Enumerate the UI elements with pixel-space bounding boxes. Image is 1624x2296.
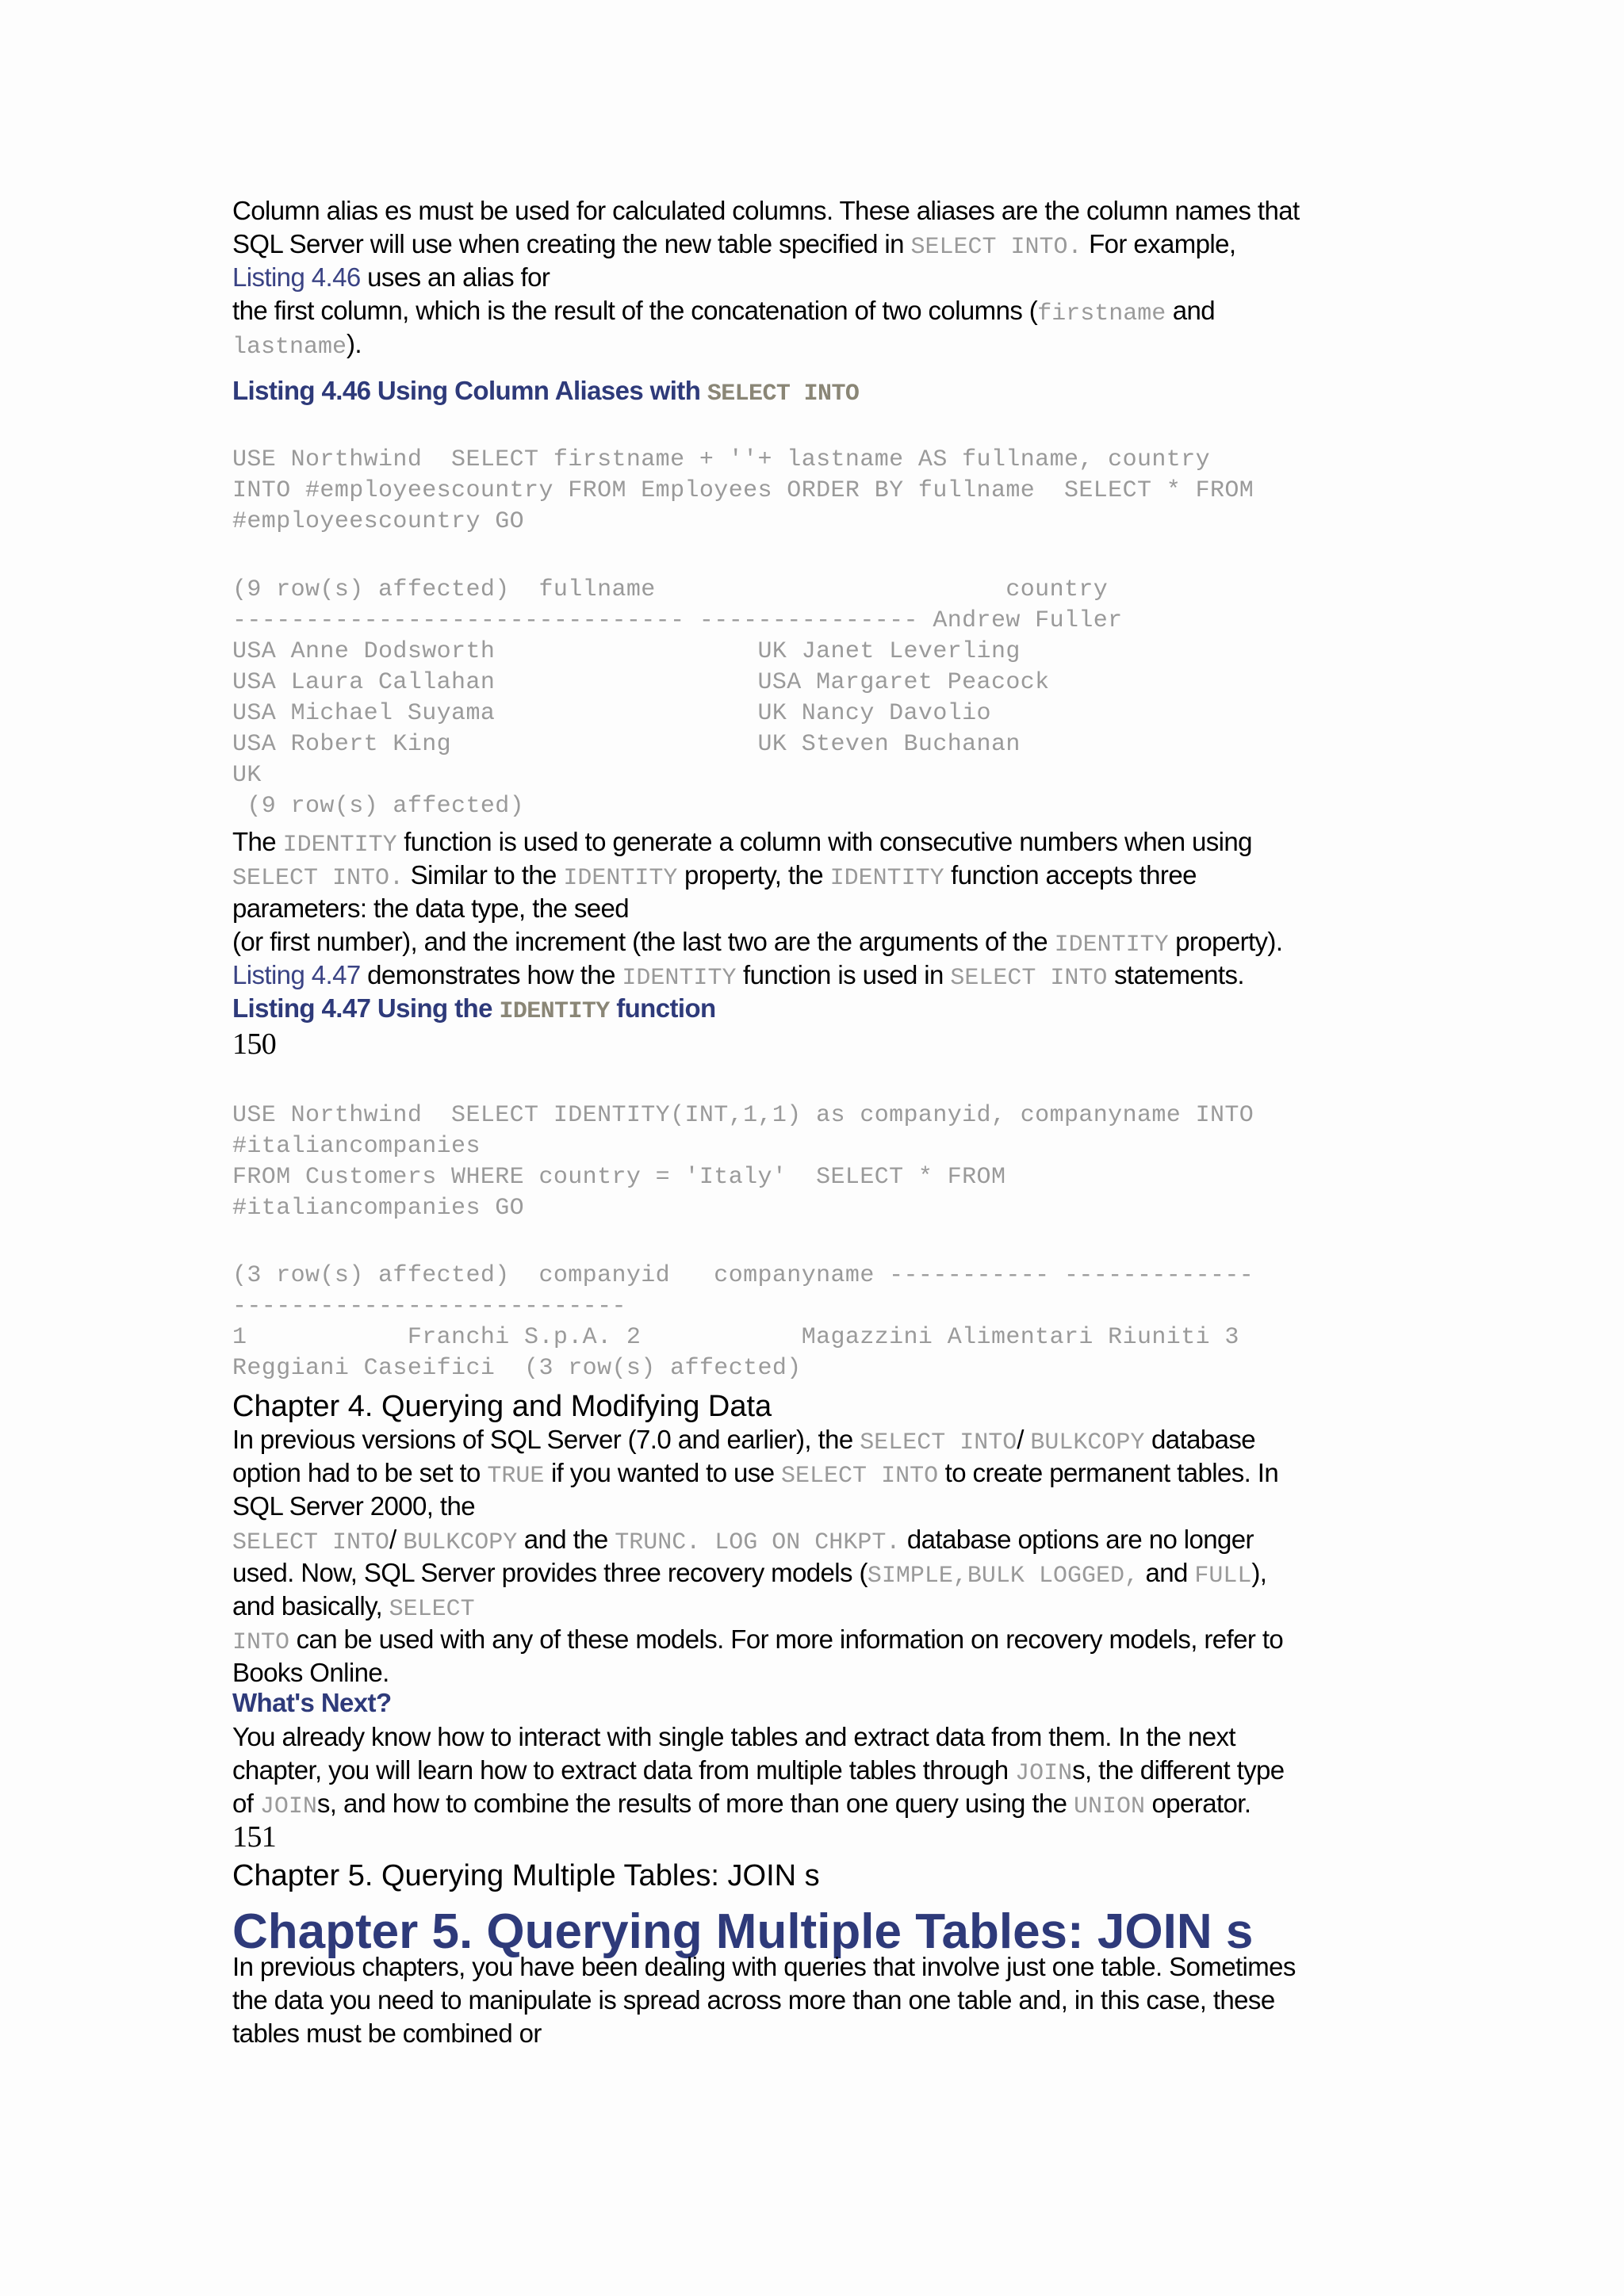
listing-4-46-heading <box>232 374 1406 408</box>
text-run: In previous versions of SQL Server (7.0 and earlier), the <box>232 1425 860 1454</box>
inline-code: SELECT INTO <box>950 965 1108 992</box>
inline-code: JOIN <box>1015 1760 1073 1787</box>
inline-code: IDENTITY <box>622 965 737 992</box>
inline-code: SELECT INTO <box>781 1463 939 1490</box>
text-line <box>232 1720 1406 1754</box>
inline-code: BULKCOPY <box>403 1529 518 1556</box>
code-line: USA Michael Suyama UK Nancy Davolio <box>232 700 991 727</box>
text-line <box>232 1656 1406 1689</box>
inline-code: TRUE <box>487 1463 545 1490</box>
code-line: 1 Franchi S.p.A. 2 Magazzini Alimentari Riuniti 3 <box>232 1324 1239 1351</box>
text-line <box>232 1787 1406 1820</box>
code-line: (9 row(s) affected) <box>232 793 525 820</box>
text-run: option had to be set to <box>232 1458 488 1487</box>
text-run: statements. <box>1107 960 1244 989</box>
text-line <box>232 1590 1406 1623</box>
code-line: (3 row(s) affected) companyid companyname ----------- ------------- <box>232 1262 1254 1289</box>
code-line: USA Laura Callahan USA Margaret Peacock <box>232 669 1050 696</box>
code-line: USA Robert King UK Steven Buchanan <box>232 731 1021 758</box>
text-run: s, and how to combine the results of more than one query using the <box>316 1789 1074 1818</box>
code-line: INTO #employeescountry FROM Employees ORDER BY fullname SELECT * FROM <box>232 477 1254 504</box>
text-line <box>232 825 1406 859</box>
inline-code: SELECT INTO <box>707 381 860 408</box>
text-run: and <box>1166 296 1216 325</box>
text-run: database options are no longer <box>900 1525 1254 1554</box>
text-line: Chapter 5. Querying Multiple Tables: JOIN s <box>232 1904 1254 1959</box>
text-line <box>232 959 1406 992</box>
text-run: SQL Server 2000, the <box>232 1491 475 1521</box>
code-line: (9 row(s) affected) fullname country <box>232 576 1109 603</box>
text-line <box>232 859 1406 892</box>
code-line: #italiancompanies <box>232 1133 481 1160</box>
text-run: database <box>1144 1425 1255 1454</box>
text-run: Books Online. <box>232 1658 389 1687</box>
code-line: USE Northwind SELECT IDENTITY(INT,1,1) as companyid, companyname INTO <box>232 1102 1254 1129</box>
page-number-150 <box>232 1027 1406 1060</box>
text-run: / <box>1017 1425 1031 1454</box>
text-run: Listing 4.46 Using Column Aliases with <box>232 376 707 405</box>
inline-code: lastname <box>232 334 347 361</box>
text-line <box>232 1556 1406 1590</box>
code-line: USE Northwind SELECT firstname + ''+ lastname AS fullname, country <box>232 446 1210 473</box>
inline-code: SIMPLE,BULK LOGGED, <box>867 1563 1139 1590</box>
code-line: UK <box>232 762 262 789</box>
text-run: operator. <box>1144 1789 1251 1818</box>
text-run: if you wanted to use <box>544 1458 782 1487</box>
inline-code: SELECT INTO. <box>910 234 1082 261</box>
inline-code: UNION <box>1073 1793 1145 1820</box>
text-line: 151 <box>232 1820 277 1854</box>
text-run: For example, <box>1082 229 1236 258</box>
paragraph-column-aliases <box>232 194 1406 361</box>
listing-4-47-output <box>232 1261 1406 1384</box>
code-line: Reggiani Caseifici (3 row(s) affected) <box>232 1355 802 1382</box>
code-line: FROM Customers WHERE country = 'Italy' SELECT * FROM <box>232 1164 1006 1191</box>
text-line <box>232 1523 1406 1556</box>
text-line <box>232 1623 1406 1656</box>
text-run: and basically, <box>232 1591 389 1621</box>
text-run: property). <box>1168 927 1283 956</box>
text-run: In previous chapters, you have been dealing with queries that involve just one table. Sometimes <box>232 1952 1296 1981</box>
code-line: #italiancompanies GO <box>232 1195 525 1222</box>
text-run: You already know how to interact with single tables and extract data from them. In the next <box>232 1722 1235 1751</box>
text-line: 150 <box>232 1027 277 1061</box>
paragraph-identity <box>232 825 1406 992</box>
inline-code: IDENTITY <box>829 865 944 892</box>
text-run: / <box>389 1525 404 1554</box>
inline-code: JOIN <box>259 1793 317 1820</box>
text-run: function is used in <box>736 960 951 989</box>
listing-4-47-code <box>232 1100 1406 1224</box>
text-run: to create permanent tables. In <box>938 1458 1279 1487</box>
text-line <box>232 261 1406 294</box>
inline-code: IDENTITY <box>282 832 397 859</box>
listing-link[interactable]: Listing 4.47 <box>232 960 361 989</box>
text-run: of <box>232 1789 260 1818</box>
text-line: Chapter 5. Querying Multiple Tables: JOIN s <box>232 1859 820 1892</box>
text-line <box>232 327 1406 361</box>
text-run: Listing 4.47 Using the <box>232 993 500 1023</box>
text-run: ). <box>347 329 362 358</box>
inline-code: SELECT <box>389 1596 475 1623</box>
text-run: and <box>1138 1558 1195 1587</box>
text-run: can be used with any of these models. For more information on recovery models, refer to <box>289 1624 1284 1654</box>
text-line <box>232 925 1406 959</box>
text-run: ), <box>1251 1558 1267 1587</box>
text-run: used. Now, SQL Server provides three recovery models ( <box>232 1558 868 1587</box>
paragraph-chapter-5-intro <box>232 1950 1406 2050</box>
code-line: --------------------------- <box>232 1293 626 1320</box>
text-line <box>232 992 1406 1025</box>
text-line <box>232 374 1406 408</box>
listing-4-46-code <box>232 445 1406 538</box>
text-run: the first column, which is the result of the concatenation of two columns ( <box>232 296 1038 325</box>
text-run: function accepts three <box>944 860 1197 890</box>
listing-4-47-heading <box>232 992 1406 1025</box>
inline-code: FULL <box>1194 1563 1252 1590</box>
text-run: SQL Server will use when creating the new table specified in <box>232 229 911 258</box>
text-run: Column alias es must be used for calculated columns. These aliases are the column names that <box>232 196 1300 225</box>
text-line <box>232 1950 1406 1984</box>
text-run: Similar to the <box>404 860 564 890</box>
text-run: demonstrates how the <box>360 960 622 989</box>
inline-code: firstname <box>1037 300 1166 327</box>
code-line: #employeescountry GO <box>232 508 525 535</box>
inline-code: SELECT INTO <box>232 1529 390 1556</box>
text-run: parameters: the data type, the seed <box>232 894 629 923</box>
inline-code: IDENTITY <box>499 998 610 1025</box>
text-line: Chapter 4. Querying and Modifying Data <box>232 1390 772 1423</box>
text-run: (or first number), and the increment (the last two are the arguments of the <box>232 927 1055 956</box>
text-line <box>232 1456 1406 1490</box>
inline-code: IDENTITY <box>1054 932 1169 959</box>
text-run: property, the <box>677 860 830 890</box>
text-line <box>232 1984 1406 2017</box>
inline-code: SELECT INTO. <box>232 865 404 892</box>
running-header-chapter-4 <box>232 1388 1406 1422</box>
text-line <box>232 294 1406 327</box>
inline-code: SELECT INTO <box>860 1429 1017 1456</box>
text-line <box>232 1423 1406 1456</box>
text-run: uses an alias for <box>360 262 550 292</box>
text-line <box>232 2017 1406 2050</box>
text-run: tables must be combined or <box>232 2019 542 2048</box>
paragraph-whats-next <box>232 1720 1406 1820</box>
text-line <box>232 1686 1406 1720</box>
page-number-151 <box>232 1820 1406 1853</box>
code-line: ------------------------------- --------------- Andrew Fuller <box>232 607 1123 634</box>
inline-code: BULKCOPY <box>1030 1429 1145 1456</box>
listing-4-46-output <box>232 575 1406 822</box>
inline-code: INTO <box>232 1629 290 1656</box>
text-run: function is used to generate a column with consecutive numbers when using <box>396 827 1252 856</box>
text-line <box>232 228 1406 261</box>
whats-next-heading <box>232 1686 1406 1720</box>
text-line <box>232 892 1406 925</box>
text-run: The <box>232 827 283 856</box>
inline-code: IDENTITY <box>563 865 678 892</box>
text-run: and the <box>517 1525 615 1554</box>
text-run: What's Next? <box>232 1688 392 1717</box>
code-line: USA Anne Dodsworth UK Janet Leverling <box>232 638 1021 665</box>
text-run: function <box>609 993 716 1023</box>
paragraph-previous-versions <box>232 1423 1406 1689</box>
text-run: chapter, you will learn how to extract data from multiple tables through <box>232 1755 1016 1785</box>
text-run: s, the different type <box>1072 1755 1285 1785</box>
text-line <box>232 1754 1406 1787</box>
text-run: the data you need to manipulate is spread across more than one table and, in this case, these <box>232 1985 1275 2015</box>
text-line <box>232 1490 1406 1523</box>
running-header-chapter-5 <box>232 1858 1406 1891</box>
listing-link[interactable]: Listing 4.46 <box>232 262 361 292</box>
text-line <box>232 194 1406 228</box>
inline-code: TRUNC. LOG ON CHKPT. <box>615 1529 901 1556</box>
chapter-5-title <box>232 1904 1406 1959</box>
